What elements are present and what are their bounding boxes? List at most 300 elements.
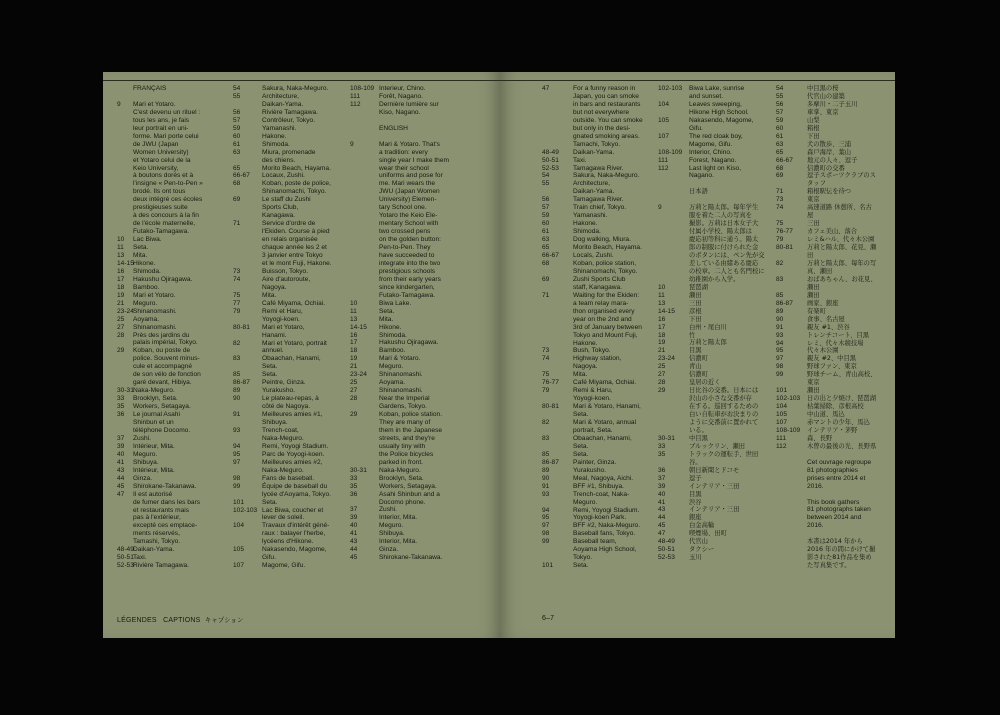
caption-page-number: 68 (776, 164, 784, 172)
caption-page-number: 69 (542, 275, 550, 283)
caption-row (233, 109, 346, 117)
caption-text: Ginza. (133, 474, 153, 482)
caption-text: Tamagawa River. (573, 196, 624, 204)
caption-text: Painter, Ginza. (573, 458, 617, 466)
caption-text: Shirokane-Takanawa. (133, 482, 197, 490)
caption-page-number: 55 (542, 180, 550, 188)
caption-page-number: 30-31 (350, 466, 367, 474)
heading-english: ENGLISH (379, 124, 408, 132)
caption-page-number: 104 (658, 100, 670, 108)
caption-text: Daikan-Yama. (133, 546, 175, 554)
caption-row (117, 284, 229, 292)
caption-text: Highway station, Nagoya. (573, 355, 622, 371)
caption-page-number: 97 (776, 355, 784, 363)
caption-page-number: 55 (776, 92, 784, 100)
caption-page-number: 80-81 (233, 323, 250, 331)
caption-text: 枯葉掃除、彦根高校 (807, 403, 864, 411)
caption-row (776, 411, 890, 419)
caption-row (542, 562, 653, 570)
caption-row (776, 228, 890, 236)
caption-row (776, 435, 890, 443)
caption-text: カフェ美山、落合 (807, 228, 858, 236)
caption-text: Shinanomashi. (133, 307, 177, 315)
caption-page-number: 95 (542, 514, 550, 522)
caption-row (658, 284, 773, 292)
caption-page-number: 98 (233, 474, 241, 482)
caption-text: インテリア・三田 (689, 506, 740, 514)
caption-page-number: 89 (776, 307, 784, 315)
caption-row (542, 172, 653, 180)
caption-row (542, 459, 653, 467)
caption-page-number: 27 (350, 387, 358, 395)
caption-row (233, 499, 346, 507)
caption-row (776, 149, 890, 157)
caption-page-number: 55 (233, 92, 241, 100)
caption-page-number: 93 (542, 490, 550, 498)
caption-row (776, 292, 890, 300)
caption-page-number: 59 (233, 124, 241, 132)
caption-text: Mari et Yotaro, Hanami. (262, 323, 305, 339)
caption-text: Café Miyama, Ochiai. (573, 379, 637, 387)
caption-page-number: 93 (776, 331, 784, 339)
caption-page-number: 14-15 (658, 307, 675, 315)
caption-row (117, 562, 229, 570)
caption-text: インテリア・茅野 (807, 426, 858, 434)
caption-page-number: 48-49 (542, 148, 559, 156)
caption-text: Sakura, Naka-Meguro. (262, 85, 329, 92)
caption-text: Remi, Yoyogi Stadium. (262, 442, 329, 450)
caption-text: Ginza. (379, 546, 399, 554)
caption-text: Miura, promenade des chiens. (262, 148, 316, 164)
caption-text: Naka-Meguro. (133, 387, 175, 395)
caption-row (117, 491, 229, 547)
caption-row (350, 538, 460, 546)
caption-text: Meilleures amies #2, Naka-Meguro. (262, 458, 323, 474)
caption-page-number: 89 (233, 387, 241, 395)
caption-page-number: 63 (542, 236, 550, 244)
caption-row (233, 117, 346, 125)
caption-page-number: 95 (776, 347, 784, 355)
caption-page-number: 17 (117, 275, 125, 283)
caption-page-number: 19 (658, 339, 666, 347)
caption-row (776, 371, 890, 387)
caption-page-number: 57 (233, 116, 241, 124)
caption-page-number: 111 (658, 156, 669, 164)
caption-row (658, 316, 773, 324)
caption-text: 山梨 (807, 116, 820, 124)
caption-page-number: 108-109 (658, 148, 683, 156)
caption-row (658, 379, 773, 387)
caption-page-number: 40 (117, 450, 125, 458)
caption-page-number: 19 (117, 291, 125, 299)
caption-row (776, 157, 890, 165)
caption-text: Aire d'autoroute, Nagoya. (262, 275, 311, 291)
caption-text: Shibuya. (133, 458, 159, 466)
caption-page-number: 60 (542, 220, 550, 228)
caption-text: Le plateau-repas, à côté de Nagoya. (262, 395, 319, 411)
caption-row (542, 204, 653, 212)
caption-page-number: 30-31 (117, 387, 134, 395)
caption-row (233, 300, 346, 308)
caption-row (658, 387, 773, 435)
caption-page-number: 37 (658, 474, 666, 482)
caption-page-number: 105 (233, 546, 245, 554)
caption-page-number: 47 (658, 530, 666, 538)
caption-list (658, 204, 773, 562)
caption-text: Interieur, Chino. (379, 85, 426, 92)
caption-row (233, 93, 346, 109)
caption-row (776, 244, 890, 260)
caption-text: Mari & Yotaro, annual portrait, Seta. (573, 419, 637, 434)
caption-text: Shibuya. (379, 530, 405, 538)
caption-page-number: 36 (117, 411, 125, 419)
caption-page-number: 17 (658, 323, 666, 331)
caption-page-number: 19 (350, 355, 358, 363)
caption-text: Travaux d'intérêt géné- raux : balayer l'herbe, lycéens d'Hikone. (262, 522, 330, 546)
caption-text: Forest, Nagano. (689, 156, 737, 164)
caption-text: Mari & Yotaro. That's a tradition: every single year I make them wear their school uniforms and pose for me. Mari wears the JWU (Japan Women University) Elemen- tary School one. Yotaro the Keio Ele- mentary School with two crossed pens on the golden button: Pen-to-Pen. They have succeeded to integrate into the two prestigious schools from their early years since kindergarten, Futako-Tamagawa. (379, 140, 449, 299)
caption-text: 地元の人々、逗子 (807, 156, 858, 164)
caption-row (658, 204, 773, 284)
caption-page-number: 76-77 (776, 228, 793, 236)
caption-text: Yurakusho. (573, 466, 606, 474)
caption-row (542, 507, 653, 515)
caption-row (117, 244, 229, 252)
caption-page-number: 27 (658, 371, 666, 379)
caption-page-number: 35 (658, 450, 666, 458)
caption-page-number: 45 (117, 482, 125, 490)
caption-page-number: 21 (658, 347, 666, 355)
caption-row (350, 316, 460, 324)
caption-text: 食事、名古屋 (807, 315, 845, 323)
caption-page-number: 90 (233, 395, 241, 403)
caption-column-fr-en (350, 85, 460, 562)
caption-text: トラックの運転手、世田 谷。 (689, 450, 759, 466)
caption-page-number: 90 (776, 315, 784, 323)
caption-text: Aoyama. (133, 315, 160, 323)
caption-page-number: 25 (658, 363, 666, 371)
caption-text: 下田 (807, 132, 820, 140)
caption-page-number: 50-51 (658, 546, 675, 554)
caption-list (776, 85, 890, 451)
caption-column-fr-2 (233, 85, 346, 570)
caption-row (776, 316, 890, 324)
caption-row (658, 467, 773, 475)
caption-text: Last light on Kiso, Nagano. (689, 164, 742, 180)
caption-page-number: 83 (776, 275, 784, 283)
caption-row (350, 85, 460, 93)
caption-page-number: 36 (350, 490, 358, 498)
caption-text: 信濃町 (689, 355, 708, 363)
caption-row (233, 324, 346, 340)
caption-text: Zushi Sports Club staff, Kanagawa. (573, 275, 626, 291)
caption-page-number: 28 (117, 331, 125, 339)
caption-page-number: 99 (542, 538, 550, 546)
caption-text: Meguro. (379, 522, 404, 530)
caption-page-number: 52-53 (658, 554, 675, 562)
caption-text: 彦根 (689, 307, 702, 315)
caption-row (776, 419, 890, 427)
caption-text: 万莉と陽太郎、毎年の写 真、瀬田 (807, 259, 877, 275)
caption-text: Magome, Gifu. (262, 562, 306, 570)
caption-page-number: 79 (233, 307, 241, 315)
caption-row (542, 276, 653, 292)
caption-text: 日比谷の交番。日本には 沢山の小さな交番が存 在する。巡回するための 白い自転車がお決まりの ように交番前に置かれて いる。 (689, 387, 759, 434)
caption-text: Meguro. (379, 363, 404, 371)
caption-page-number: 104 (233, 522, 245, 530)
caption-row (233, 371, 346, 379)
caption-text: Koban, police station, Shinanomachi, Tokyo. (573, 259, 638, 275)
caption-page-number: 108-109 (776, 426, 801, 434)
caption-row (542, 260, 653, 276)
caption-row (233, 340, 346, 356)
caption-row (117, 260, 229, 268)
caption-row (658, 117, 773, 133)
caption-page-number: 61 (542, 228, 550, 236)
caption-row (542, 149, 653, 157)
caption-row (776, 101, 890, 109)
caption-row (117, 467, 229, 475)
caption-text: Aoyama. (379, 379, 406, 387)
caption-page-number: 90 (542, 474, 550, 482)
caption-row (117, 324, 229, 332)
caption-page-number: 112 (776, 442, 787, 450)
caption-text: Seta. (573, 562, 589, 570)
caption-page-number: 74 (233, 275, 241, 283)
caption-row (542, 522, 653, 530)
caption-text: 白金高輪 (689, 522, 715, 530)
footer-captions: CAPTIONS (163, 617, 201, 624)
caption-page-number: 111 (776, 434, 787, 442)
caption-page-number: 94 (776, 339, 784, 347)
caption-text: Buisson, Tokyo. (262, 267, 309, 275)
caption-text: Locals, Zushi. (573, 252, 614, 260)
caption-text: Locaux, Zushi. (262, 172, 305, 180)
caption-row (542, 165, 653, 173)
caption-page-number: 107 (776, 419, 788, 427)
caption-row (233, 196, 346, 220)
caption-page-number: 101 (776, 387, 788, 395)
caption-text: Il est autorisé de fumer dans les bars et restaurants mais pas à l'extérieur, excepté ces emplace- ments réservés, Tamashi, Tokyo. (133, 490, 201, 546)
caption-page-number: 25 (117, 315, 125, 323)
caption-text: Hikone. (133, 259, 156, 267)
caption-text: Taxi. (573, 156, 587, 164)
caption-page-number: 73 (542, 347, 550, 355)
caption-text: 中山道、馬込 (807, 411, 845, 419)
caption-page-number: 59 (776, 116, 784, 124)
caption-page-number: 66-67 (233, 172, 250, 180)
caption-page-number: 9 (117, 100, 121, 108)
caption-text: 瀬田 (689, 291, 702, 299)
caption-row (117, 347, 229, 387)
caption-text: Hikone. (379, 323, 402, 331)
caption-page-number: 16 (658, 315, 666, 323)
caption-page-number: 35 (350, 482, 358, 490)
caption-text: 三田 (807, 220, 820, 228)
caption-row (117, 268, 229, 276)
caption-row (233, 292, 346, 300)
caption-row (542, 514, 653, 522)
caption-text: Remi & Haru, Yoyogi-koen. (573, 387, 613, 403)
caption-text: Dernière lumière sur Kiso, Nagano. (379, 100, 439, 116)
caption-row (233, 443, 346, 451)
caption-text: Koban, poste de police, Shinanomachi, Tokyo. (262, 180, 331, 196)
caption-text: 万莉と陽太郎 (689, 339, 727, 347)
caption-text: Remi et Haru, Yoyogi-koen. (262, 307, 303, 323)
caption-row (233, 475, 346, 483)
caption-row (350, 332, 460, 340)
caption-text: Le staff du Zushi Sports Club, Kanagawa. (262, 196, 311, 220)
caption-text: 三田 (689, 299, 702, 307)
caption-row (658, 133, 773, 149)
caption-column-fr-1 (117, 85, 229, 570)
caption-text: 琵琶湖 (689, 283, 708, 291)
caption-row (233, 387, 346, 395)
caption-row (350, 339, 460, 347)
caption-text: Daikan-Yama. (573, 148, 615, 156)
caption-page-number: 23-24 (350, 371, 367, 379)
caption-page-number: 48-49 (117, 546, 134, 554)
caption-text: Café Miyama, Ochiai. (262, 299, 326, 307)
caption-row (350, 522, 460, 530)
caption-row (776, 443, 890, 451)
caption-text: 青山 (689, 363, 702, 371)
caption-row (117, 387, 229, 395)
caption-row (658, 554, 773, 562)
caption-page-number: 14-15 (350, 323, 367, 331)
caption-row (233, 562, 346, 570)
caption-text: Baseball team, Aoyama High School, Tokyo. (573, 538, 637, 562)
caption-page-number: 18 (117, 283, 125, 291)
caption-text: Parc de Yoyogi-koen. (262, 450, 325, 458)
caption-text: Mita. (133, 252, 148, 259)
intro-paragraph-jp: 本書は2014 年から 2016 年の間にかけて撮 影された81作品を集め た写真集です。 (807, 538, 876, 570)
caption-row (350, 491, 460, 507)
caption-page-number: 95 (233, 450, 241, 458)
caption-text: 森、長野 (807, 434, 833, 442)
caption-text: Fans de baseball. (262, 474, 315, 482)
caption-row (233, 308, 346, 324)
caption-page-number: 86-87 (542, 458, 559, 466)
caption-text: Mita. (379, 315, 394, 323)
caption-page-number: 54 (776, 85, 784, 92)
caption-text: Peintre, Ginza. (262, 379, 306, 387)
caption-page-number: 29 (658, 387, 666, 395)
caption-page-number: 65 (233, 164, 241, 172)
caption-page-number: 61 (233, 140, 241, 148)
caption-row (350, 546, 460, 554)
caption-row (350, 467, 460, 475)
caption-text: Biwa Lake. (379, 299, 412, 307)
caption-text: The red cloak boy, Magome, Gifu. (689, 132, 743, 148)
caption-page-number: 33 (658, 442, 666, 450)
caption-text: Nakasendo, Magome, Gifu. (262, 546, 327, 562)
caption-text: Trench-coat, Naka- Meguro. (573, 490, 630, 506)
caption-text: Yamanashi. (262, 124, 297, 132)
caption-text: Meal, Nagoya, Aichi. (573, 474, 634, 482)
caption-row (776, 133, 890, 141)
caption-row (542, 180, 653, 196)
footer-captions-jp: キャプション (204, 617, 244, 624)
caption-text: 万莉と陽太郎。毎年学生 服を着た二人の写真を 撮影。万莉は日本女子大 付属小学校、陽太郎は 慶応初等科に通う。陽太 郎の制服に付けられた金 のボタンには、ペン先が交 差している由緒ある慶応 の校章。二人とも名門校に 幼稚園から入学。 (689, 204, 765, 283)
caption-page-number: 16 (117, 267, 125, 275)
caption-text: Trench-coat, Naka-Meguro. (262, 426, 304, 442)
caption-page-number: 68 (233, 180, 241, 188)
caption-page-number: 44 (117, 474, 125, 482)
caption-text: Hakone. (573, 220, 598, 228)
caption-page-number: 59 (542, 212, 550, 220)
caption-page-number: 61 (776, 132, 784, 140)
caption-text: Shimoda. (379, 331, 407, 339)
caption-text: Train chief, Tokyo. (573, 204, 627, 212)
caption-text: Équipe de baseball du lycée d'Aoyama, Tokyo. (262, 482, 331, 498)
caption-text: Mari et Yotaro. C'est devenu un rituel : tous les ans, je fais leur portrait en uni- forme. Mari porte celui de JWU (Japan Women University) et Yotaro celui de la Keio University, à boutons dorés et à l'insigne « Pen-to-Pen » brodé. Ils ont tous deux intégré ces écoles prestigieuses suite à des concours à la fin de l'école maternelle, Futako-Tamagawa. (133, 100, 203, 236)
caption-text: 渋谷 (689, 498, 702, 506)
caption-row (117, 403, 229, 411)
caption-row (542, 530, 653, 538)
caption-row (117, 443, 229, 451)
caption-page-number: 18 (350, 347, 358, 355)
caption-row (776, 260, 890, 276)
caption-row (776, 188, 890, 196)
caption-page-number: 76-77 (542, 379, 559, 387)
caption-text: 竹 (689, 331, 696, 339)
caption-text: Asahi Shinbun and a Docomo phone. (379, 490, 440, 506)
caption-row (658, 483, 773, 491)
caption-row (658, 339, 773, 347)
caption-row (542, 244, 653, 252)
caption-text: Meguro. (133, 299, 158, 307)
caption-text: 逗子 (689, 474, 702, 482)
caption-row (542, 371, 653, 379)
caption-row (350, 141, 460, 300)
caption-row (117, 101, 229, 236)
caption-row (233, 85, 346, 93)
caption-text: Interior, Chino. (689, 148, 732, 156)
caption-row (542, 403, 653, 419)
heading-japanese: 日本語 (689, 188, 708, 196)
caption-row (350, 530, 460, 538)
caption-page-number: 107 (233, 562, 245, 570)
page-folio: 6–7 (542, 615, 555, 622)
caption-list (658, 85, 773, 180)
caption-text: Brooklyn, Seta. (379, 474, 424, 482)
caption-text: Zushi. (379, 506, 397, 514)
caption-page-number: 43 (350, 538, 358, 546)
caption-page-number: 39 (350, 514, 358, 522)
caption-text: 犬の散歩、三浦 (807, 140, 852, 148)
caption-page-number: 37 (350, 506, 358, 514)
caption-row (350, 101, 460, 117)
caption-text: Rivière Tamagawa. (133, 562, 189, 570)
caption-page-number: 75 (542, 371, 550, 379)
caption-text: レミ、代々木競技場 (807, 339, 864, 347)
caption-text: Architecture, Daikan-Yama. (262, 92, 304, 108)
caption-row (542, 252, 653, 260)
caption-page-number: 45 (350, 554, 358, 562)
caption-page-number: 102-103 (658, 85, 683, 92)
caption-row (350, 514, 460, 522)
caption-text: Remi, Yoyogi Stadium. (573, 506, 640, 514)
caption-page-number: 28 (658, 379, 666, 387)
caption-page-number: 11 (350, 307, 357, 315)
caption-text: Seta. (379, 307, 395, 315)
caption-page-number: 98 (776, 363, 784, 371)
caption-row (117, 236, 229, 244)
caption-page-number: 10 (117, 236, 125, 244)
caption-text: Shimoda. (573, 228, 601, 236)
caption-page-number: 23-24 (658, 355, 675, 363)
